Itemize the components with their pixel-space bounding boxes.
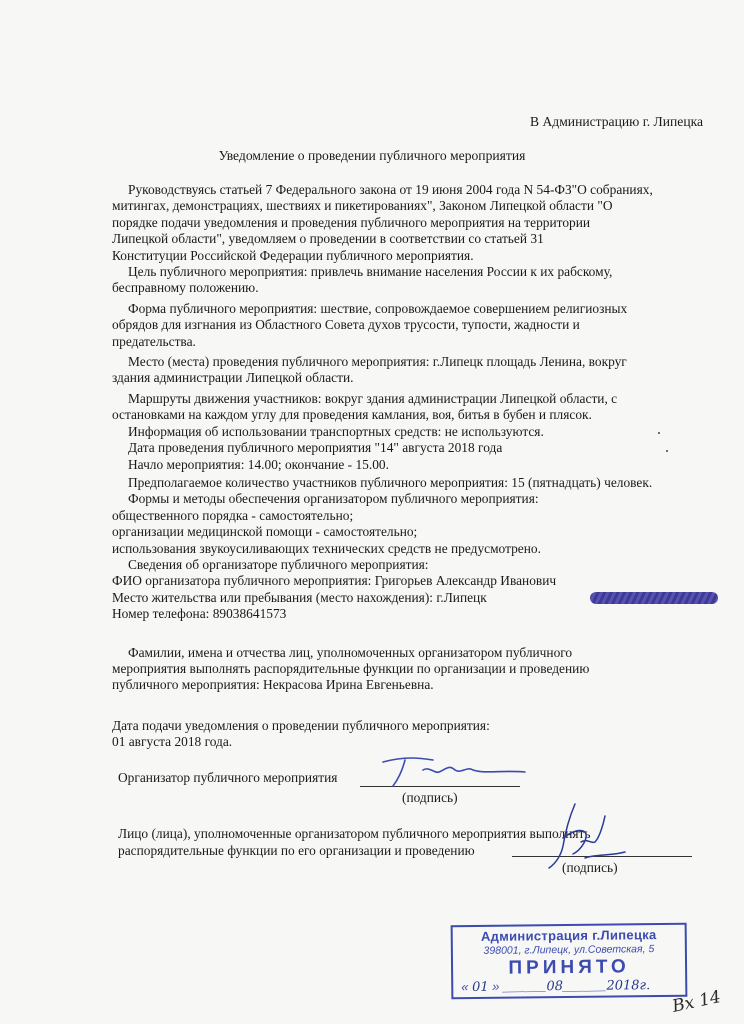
text-line: Дата подачи уведомления о проведении публичного мероприятия: <box>112 717 490 733</box>
incoming-number-note: Вх 14 <box>670 987 723 1017</box>
text-line: Конституции Российской Федерации публичного мероприятия. <box>112 247 474 263</box>
organizer-phone: Номер телефона: 89038641573 <box>112 606 287 622</box>
text-line: публичного мероприятия: Некрасова Ирина Евгеньевна. <box>112 677 434 693</box>
stamp-address: 398001, г.Липецк, ул.Советская, 5 <box>483 943 655 957</box>
text-line: здания администрации Липецкой области. <box>112 370 354 386</box>
method-item: организации медицинской помощи - самостоятельно; <box>112 524 418 540</box>
paragraph-routes <box>112 391 712 424</box>
stamp-day: 01 <box>472 979 489 996</box>
text-line: Форма публичного мероприятия: шествие, сопровождаемое совершением религиозных <box>128 300 628 316</box>
scan-speck <box>666 450 668 452</box>
text-line: порядке подачи уведомления и проведения публичного мероприятия на территории <box>112 214 591 230</box>
document-body <box>112 182 712 751</box>
paragraph-submission-date <box>112 718 712 751</box>
scan-speck <box>658 432 660 434</box>
organizer-address: Место жительства или пребывания (место нахождения): г.Липецк <box>112 589 487 605</box>
stamp-date: « 01 » ______08______2018г. <box>461 977 651 996</box>
paragraph-place <box>112 354 712 387</box>
text-line: Маршруты движения участников: вокруг здания администрации Липецкой области, с <box>128 390 618 406</box>
methods-title: Формы и методы обеспечения организатором публичного мероприятия: <box>128 491 539 507</box>
authorized-signature-label-2: распорядительные функции по его организации и проведению <box>118 843 475 858</box>
stamp-year: 2018г. <box>606 978 651 994</box>
text-line: остановками на каждом углу для проведения камлания, воя, битья в бубен и плясок. <box>112 407 592 423</box>
organizer-signature-label: Организатор публичного мероприятия <box>118 770 338 785</box>
paragraph-authorized-persons <box>112 645 712 694</box>
organizer-title: Сведения об организаторе публичного мероприятия: <box>128 556 429 572</box>
method-item: общественного порядка - самостоятельно; <box>112 507 354 523</box>
document-title: Уведомление о проведении публичного мероприятия <box>218 148 526 163</box>
signature-caption: (подпись) <box>562 860 618 875</box>
organizer-name: ФИО организатора публичного мероприятия: Григорьев Александр Иванович <box>112 573 557 589</box>
addressee: В Администрацию г. Липецка <box>530 114 704 129</box>
participants-count: Предполагаемое количество участников публичного мероприятия: 15 (пятнадцать) человек. <box>128 474 653 490</box>
event-time: Начло мероприятия: 14.00; окончание - 15.00. <box>128 456 389 472</box>
method-item: использования звукоусиливающих технических средств не предусмотрено. <box>112 540 541 556</box>
text-line: митингах, демонстрациях, шествиях и пикетированиях", Законом Липецкой области "О <box>112 198 613 214</box>
text-line: Фамилии, имена и отчества лиц, уполномоченных организатором публичного <box>128 644 573 660</box>
event-date: Дата проведения публичного мероприятия "14" августа 2018 года <box>128 440 503 456</box>
paragraph-goal <box>112 264 712 297</box>
text-line: Липецкой области", уведомляем о проведении в соответствии со статьей 31 <box>112 231 544 247</box>
text-line: Руководствуясь статьей 7 Федерального закона от 19 июня 2004 года N 54-ФЗ"О собраниях, <box>128 182 653 197</box>
stamp-status: ПРИНЯТО <box>508 956 630 979</box>
text-line: мероприятия выполнять распорядительные функции по организации и проведению <box>112 660 590 676</box>
authorized-signature-label-1: Лицо (лица), уполномоченные организатором публичного мероприятия выполнять <box>118 826 591 841</box>
redacted-address <box>590 592 718 604</box>
paragraph-form <box>112 301 712 350</box>
text-line: предательства. <box>112 333 196 349</box>
text-line: обрядов для изгнания из Областного Совета духов трусости, тупости, жадности и <box>112 317 580 333</box>
text-line: бесправному положению. <box>112 280 259 296</box>
signature-caption: (подпись) <box>402 790 458 805</box>
text-line: Место (места) проведения публичного мероприятия: г.Липецк площадь Ленина, вокруг <box>128 354 627 370</box>
stamp-organization: Администрация г.Липецка <box>480 927 657 944</box>
transport-info: Информация об использовании транспортных средств: не используются. <box>128 423 544 439</box>
text-line: Цель публичного мероприятия: привлечь внимание населения России к их рабскому, <box>128 264 613 280</box>
received-stamp <box>451 923 688 999</box>
paragraph-legal-basis <box>112 182 712 264</box>
text-line: 01 августа 2018 года. <box>112 734 233 750</box>
stamp-month: 08 <box>546 979 564 995</box>
